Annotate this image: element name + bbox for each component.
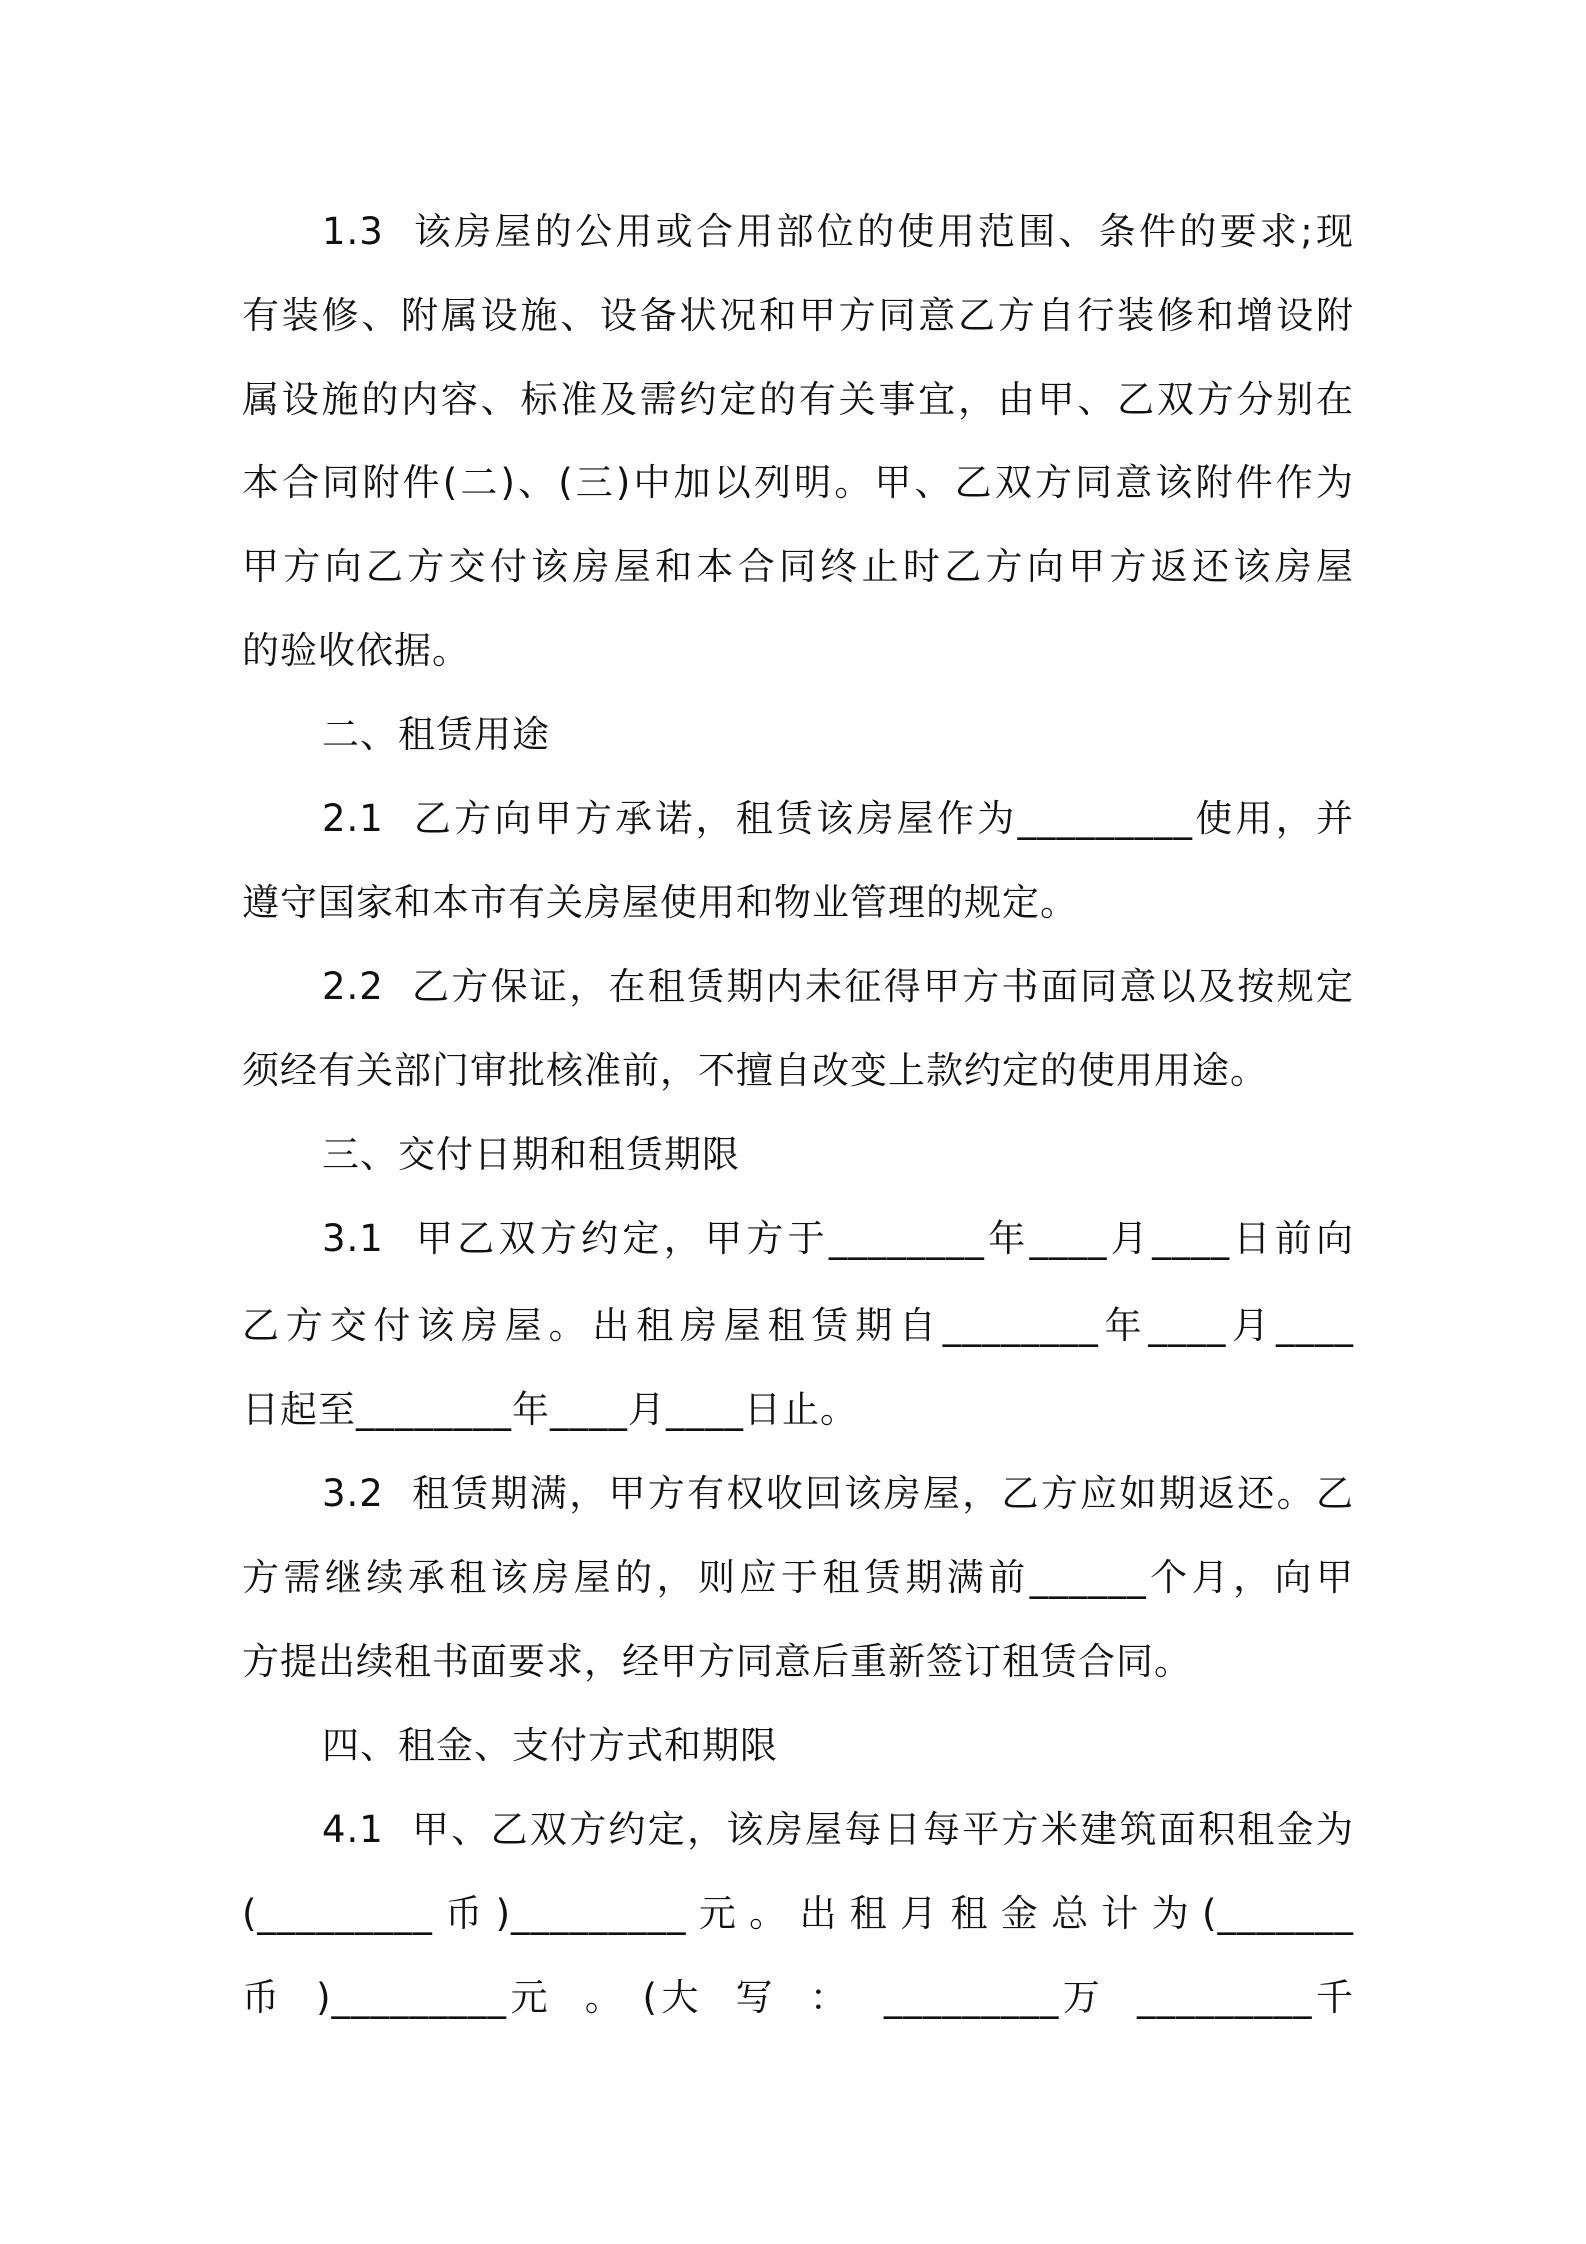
paragraph-1-3-line-2: 有装修、附属设施、设备状况和甲方同意乙方自行装修和增设附 — [242, 294, 1354, 337]
paragraph-2-1-line-1: 2.1 乙方向甲方承诺，租赁该房屋作为_________使用，并 — [322, 797, 1354, 840]
paragraph-4-1-line-3: 币 )_________元 。 (大 写 ： _________万 _________千 — [242, 1976, 1354, 2019]
paragraph-1-3-line-5: 甲方向乙方交付该房屋和本合同终止时乙方向甲方返还该房屋 — [242, 545, 1354, 588]
paragraph-1-3-line-3: 属设施的内容、标准及需约定的有关事宜，由甲、乙双方分别在 — [242, 378, 1354, 421]
paragraph-3-2-line-2: 方需继续承租该房屋的，则应于租赁期满前______个月，向甲 — [242, 1556, 1354, 1599]
section-heading-3: 三、交付日期和租赁期限 — [322, 1133, 740, 1176]
paragraph-1-3-line-6: 的验收依据。 — [242, 629, 470, 672]
paragraph-2-2-line-1: 2.2 乙方保证，在租赁期内未征得甲方书面同意以及按规定 — [322, 965, 1354, 1008]
paragraph-4-1-line-1: 4.1 甲、乙双方约定，该房屋每日每平方米建筑面积租金为 — [322, 1808, 1354, 1851]
paragraph-3-2-line-1: 3.2 租赁期满，甲方有权收回该房屋，乙方应如期返还。乙 — [322, 1472, 1354, 1515]
paragraph-4-1-line-2: (_________币)_________元。出租月租金总计为(_______ — [242, 1892, 1354, 1935]
paragraph-2-2-line-2: 须经有关部门审批核准前，不擅自改变上款约定的使用用途。 — [242, 1049, 1268, 1092]
paragraph-3-1-line-2: 乙方交付该房屋。出租房屋租赁期自________年____月____ — [242, 1304, 1354, 1347]
section-heading-4: 四、租金、支付方式和期限 — [322, 1724, 778, 1767]
paragraph-2-1-line-2: 遵守国家和本市有关房屋使用和物业管理的规定。 — [242, 881, 1078, 924]
section-heading-2: 二、租赁用途 — [322, 713, 550, 756]
paragraph-3-2-line-3: 方提出续租书面要求，经甲方同意后重新签订租赁合同。 — [242, 1640, 1192, 1683]
paragraph-1-3-line-4: 本合同附件(二)、(三)中加以列明。甲、乙双方同意该附件作为 — [242, 461, 1354, 504]
paragraph-1-3-line-1: 1.3 该房屋的公用或合用部位的使用范围、条件的要求;现 — [322, 210, 1354, 253]
paragraph-3-1-line-3: 日起至________年____月____日止。 — [242, 1388, 858, 1431]
paragraph-3-1-line-1: 3.1 甲乙双方约定，甲方于________年____月____日前向 — [322, 1217, 1354, 1260]
